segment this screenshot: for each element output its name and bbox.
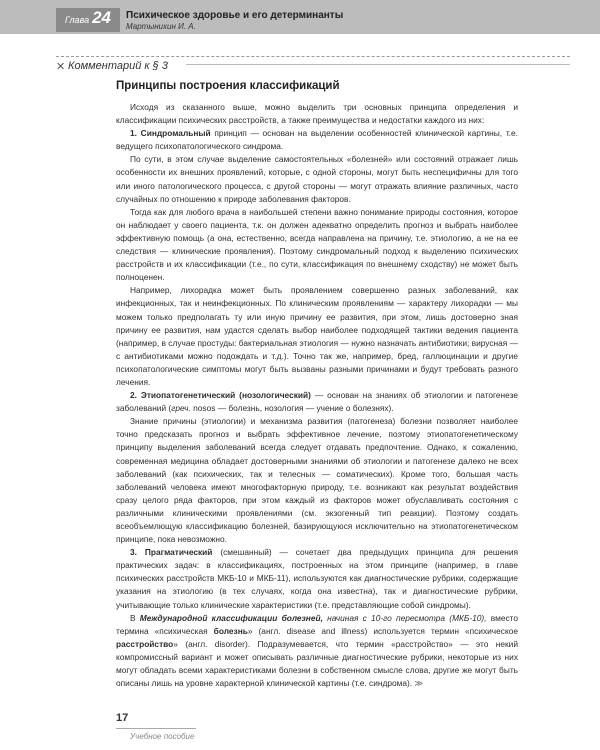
cross-icon: ✕ (56, 61, 66, 73)
end-mark-icon: ≫ (414, 678, 424, 689)
paragraph: Исходя из сказанного выше, можно выделить три основных принципа определения и классификации психических расстройств, а также преимущества и недостатки каждого из них: (116, 102, 518, 126)
paragraph-text: » (англ. disorder). Подразумевается, что термин «расстройство» — это некий компромиссный вариант и может описывать различные диагностические рубрики, некоторые из них могут обладать всеми характеристиками болезни в собственном смысле слова, другие же могут быть описаны лишь на уровне характерной клинической картины (т.е. синдрома). (116, 638, 518, 689)
term-syndromal: 1. Синдромальный (130, 128, 211, 139)
paragraph: Тогда как для любого врача в наибольшей степени важно понимание природы состояния, которое он наблюдает у своего пациента, т.к. он должен адекватно определить прогноз и выбрать наиболее эффективную помощь (а она, естественно, всегда направлена на причину, т.е. этиологию, а не на ее следствия — клинические проявления). Поэтому синдромальный подход к выделению психических расстройств и их классификации (т.е., по сути, классификация по внешнему сходству) не может быть полноценен. (116, 206, 518, 283)
chapter-label: Глава (64, 15, 90, 25)
paragraph: По сути, в этом случае выделение самостоятельных «болезней» или состояний отражает лишь особенности их внешних проявлений, которые, с одной стороны, могут быть неспецифичны для того или иного патологического процесса, с другой стороны — могут отражать влияние различных, часто случайных по отношению к природе заболевания факторов. (116, 154, 518, 204)
paragraph (116, 127, 518, 153)
body-text (116, 101, 518, 690)
comment-rule (186, 64, 570, 65)
page-number: 17 (116, 712, 129, 724)
paragraph-text: вместо термина «психическая (116, 612, 518, 636)
term-etiopathogenetic: 2. Этиопатогенетический (нозологический) (130, 390, 311, 401)
paragraph-text: греч. (171, 403, 191, 414)
comment-heading-text: Комментарий к § 3 (68, 60, 168, 72)
paragraph (116, 389, 518, 415)
paragraph (116, 546, 518, 611)
chapter-title: Психическое здоровье и его детерминанты (126, 10, 344, 21)
paragraph-text: болезнь (213, 625, 248, 636)
paragraph-text: В (130, 612, 140, 623)
paragraph-text: начиная с 10-го пересмотра (МКБ-10), (322, 612, 487, 623)
comment-heading (56, 56, 570, 77)
paragraph: Например, лихорадка может быть проявлением совершенно разных заболеваний, как инфекционных, так и неинфекционных. По клиническим проявлениям — характеру лихорадки — мы можем только предполагать ту или иную причину ее развития, при этом, лишь достоверно зная причину ее развития, нам удастся сделать выбор наиболее подходящей тактики ведения пациента (например, в случае простуды: бактериальная этиология — нужно назначать антибиотики; вирусная — с антибиотиками можно подождать и т.д.). Точно так же, например, бред, галлюцинации и другие психопатологические симптомы могут быть вызваны разными причинами и будут требовать разного лечения. (116, 285, 518, 387)
section-title: Принципы построения классификаций (116, 80, 340, 92)
chapter-number: 24 (92, 8, 111, 27)
paragraph-text: » (англ. disease and illness) используется термин «психическое (247, 625, 518, 636)
author: Мартынихин И. А. (126, 22, 196, 31)
paragraph-text: Международной классификации болезней, (139, 612, 323, 623)
paragraph: Знание причины (этиологии) и механизма развития (патогенеза) болезни позволяет наиболее точно предсказать прогноз и выбрать эффективное лечение, поэтому этиопатогенетическому принципу выделения заболеваний всегда следует отдавать предпочтение. Однако, к сожалению, современная медицина обладает достоверными знаниями об этиологии и патогенезе далеко не всех заболеваний (как психических, так и телесных — соматических). Кроме того, большая часть заболеваний человека имеют многофакторную природу, т.е. возникают как результат воздействия сразу целого ряда факторов, при этом каждый из факторов может обуславливать состояния с различными клиническими проявлениями (см. экзогенный тип реакции). Поэтому создать всеобъемлющую классификацию болезней, базирующуюся исключительно на этиопатогенетическом принципе, пока невозможно. (116, 416, 518, 545)
paragraph-text: принцип — основан на выделении особенностей клинической картины, т.е. ведущего психопатологического синдрома. (116, 128, 518, 152)
chapter-badge (56, 8, 120, 32)
term-pragmatic: 3. Прагматический (130, 547, 213, 558)
footer-rule (116, 728, 196, 729)
paragraph-text: nosos — болезнь, нозология — учение о болезнях). (190, 403, 394, 414)
footer-label: Учебное пособие (130, 732, 195, 741)
paragraph-text: (смешанный) — сочетает два предыдущих принципа для решения практических задач: в классификациях, построенных на этом принципе (например, в главе психических расстройств МКБ-10 и МКБ-11), используются как диагностические рубрики, содержащие указания на этиологию (в тех случаях, когда она известна), так и диагностические рубрики, учитывающие только клинические характеристики (т.е. представляющие собой синдромы). (116, 547, 518, 610)
paragraph-text: расстройство (116, 638, 174, 649)
paragraph (116, 612, 518, 691)
paragraph-text: — основан на знаниях об этиологии и патогенезе заболеваний ( (116, 390, 518, 414)
